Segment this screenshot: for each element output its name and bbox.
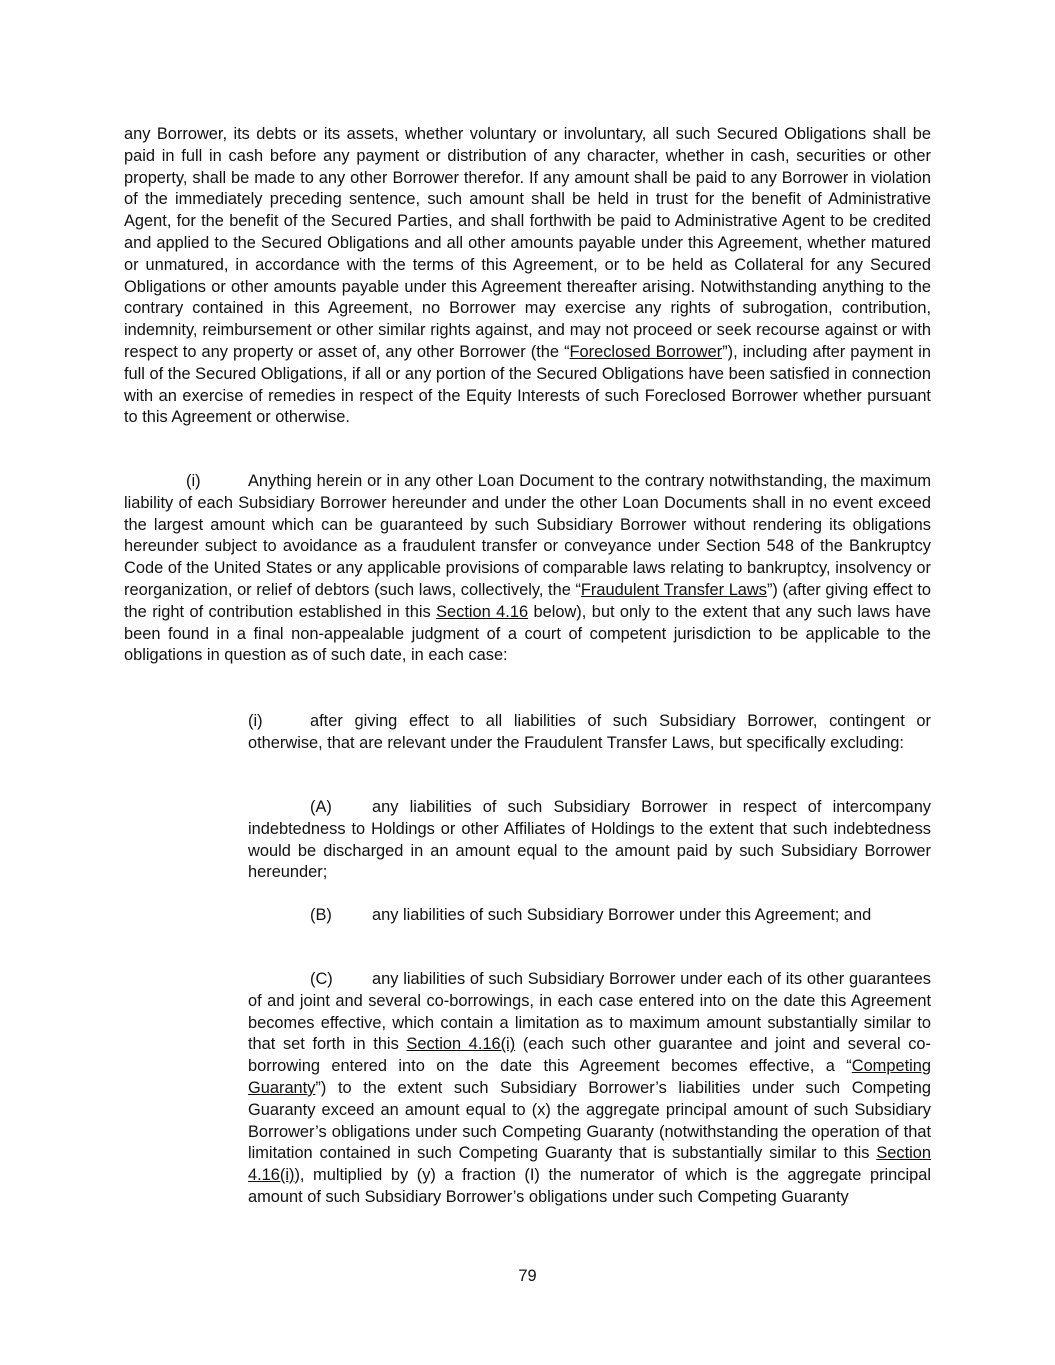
subclause-c — [248, 969, 931, 1209]
subclause-c-text-4: ), multiplied by (y) a fraction (I) the numerator of which is the aggregate principal amount of such Subsidiary Borrower’s obligations under such Competing Guaranty — [248, 1166, 931, 1206]
p1-text-1: any Borrower, its debts or its assets, whether voluntary or involuntary, all such Secured Obligations shall be paid in full in cash before any payment or distribution of any character, whether in cash, securities or other property, shall be made to any other Borrower therefor. If any amount shall be paid to any Borrower in violation of the immediately preceding sentence, such amount shall be held in trust for the benefit of Administrative Agent, for the benefit of the Secured Parties, and shall forthwith be paid to Administrative Agent to be credited and applied to the Secured Obligations and all other amounts payable under this Agreement, whether matured or unmatured, in accordance with the terms of this Agreement, or to be held as Collateral for any Secured Obligations or other amounts payable under this Agreement thereafter arising. Notwithstanding anything to the contrary contained in this Agreement, no Borrower may exercise any rights of subrogation, contribution, indemnity, reimbursement or other similar rights against, and may not proceed or seek recourse against or with respect to any property or asset of, any other Borrower (the “ — [124, 125, 931, 361]
clause-label-i: (i) — [186, 472, 201, 490]
subclause-c-text-3: ”) to the extent such Subsidiary Borrower’s liabilities under such Competing Guaranty exceed an amount equal to (x) the aggregate principal amount of such Subsidiary Borrower’s obligations under such Competing Guaranty (notwithstanding the operation of that limitation contained in such Competing Guaranty that is substantially similar to this — [248, 1078, 931, 1163]
subclause-b — [248, 905, 931, 927]
subclause-b-text: any liabilities of such Subsidiary Borrower under this Agreement; and — [372, 906, 872, 924]
paragraph-i-maximum-liability — [124, 471, 931, 667]
p2-text-2: ”) (after giving effect to the right of contribution established in this — [124, 580, 931, 621]
subclause-a-text: any liabilities of such Subsidiary Borrower in respect of intercompany indebtedness to Holdings or other Affiliates of Holdings to the extent that such indebtedness would be discharged in an amount equal to the amount paid by such Subsidiary Borrower hereunder; — [248, 798, 931, 882]
p2-text-3: below), but only to the extent that any such laws have been found in a final non-appealable judgment of a court of competent jurisdiction to be applicable to the obligations in question as of such date, in each case: — [124, 602, 932, 665]
subclause-label-i: (i) — [248, 712, 263, 730]
subclause-c-text-1: any liabilities of such Subsidiary Borrower under each of its other guarantees of and joint and several co-borrowings, in each case entered into on the date this Agreement becomes effective, which contain a limitation as to maximum amount substantially similar to that set forth in this — [248, 970, 931, 1054]
paragraph-subordination — [124, 124, 931, 429]
subclause-label-a: (A) — [310, 798, 332, 816]
subclause-c-text-2: (each such other guarantee and joint and several co-borrowing entered into on the date this Agreement becomes effective, a “ — [248, 1035, 931, 1076]
section-ref-4-16-i-second: Section 4.16(i) — [248, 1144, 931, 1185]
subclause-label-b: (B) — [310, 906, 332, 924]
p2-text-1: Anything herein or in any other Loan Document to the contrary notwithstanding, the maximum liability of each Subsidiary Borrower hereunder and under the other Loan Documents shall in no event exceed the largest amount which can be guaranteed by such Subsidiary Borrower without rendering its obligations hereunder subject to avoidance as a fraudulent transfer or conveyance under Section 548 of the Bankruptcy Code of the United States or any applicable provisions of comparable laws relating to bankruptcy, insolvency or reorganization, or relief of debtors (such laws, collectively, the “ — [124, 472, 931, 599]
defined-term-fraudulent-transfer-laws: Fraudulent Transfer Laws — [580, 580, 767, 599]
defined-term-foreclosed-borrower: Foreclosed Borrower — [569, 342, 723, 361]
section-ref-4-16-i-first: Section 4.16(i) — [406, 1035, 516, 1054]
subclause-i — [248, 711, 931, 755]
p1-text-2: ”), including after payment in full of the Secured Obligations, if all or any portion of the Secured Obligations have been satisfied in connection with an exercise of remedies in respect of the Equity Interests of such Foreclosed Borrower whether pursuant to this Agreement or otherwise. — [124, 342, 931, 427]
subclause-label-c: (C) — [310, 970, 333, 988]
section-ref-4-16: Section 4.16 — [436, 602, 529, 621]
page-number: 79 — [518, 1267, 537, 1285]
subclause-i-text: after giving effect to all liabilities of such Subsidiary Borrower, contingent or otherwise, that are relevant under the Fraudulent Transfer Laws, but specifically excluding: — [248, 712, 931, 752]
subclause-a — [248, 797, 931, 884]
defined-term-competing-guaranty: Competing Guaranty — [248, 1057, 931, 1097]
